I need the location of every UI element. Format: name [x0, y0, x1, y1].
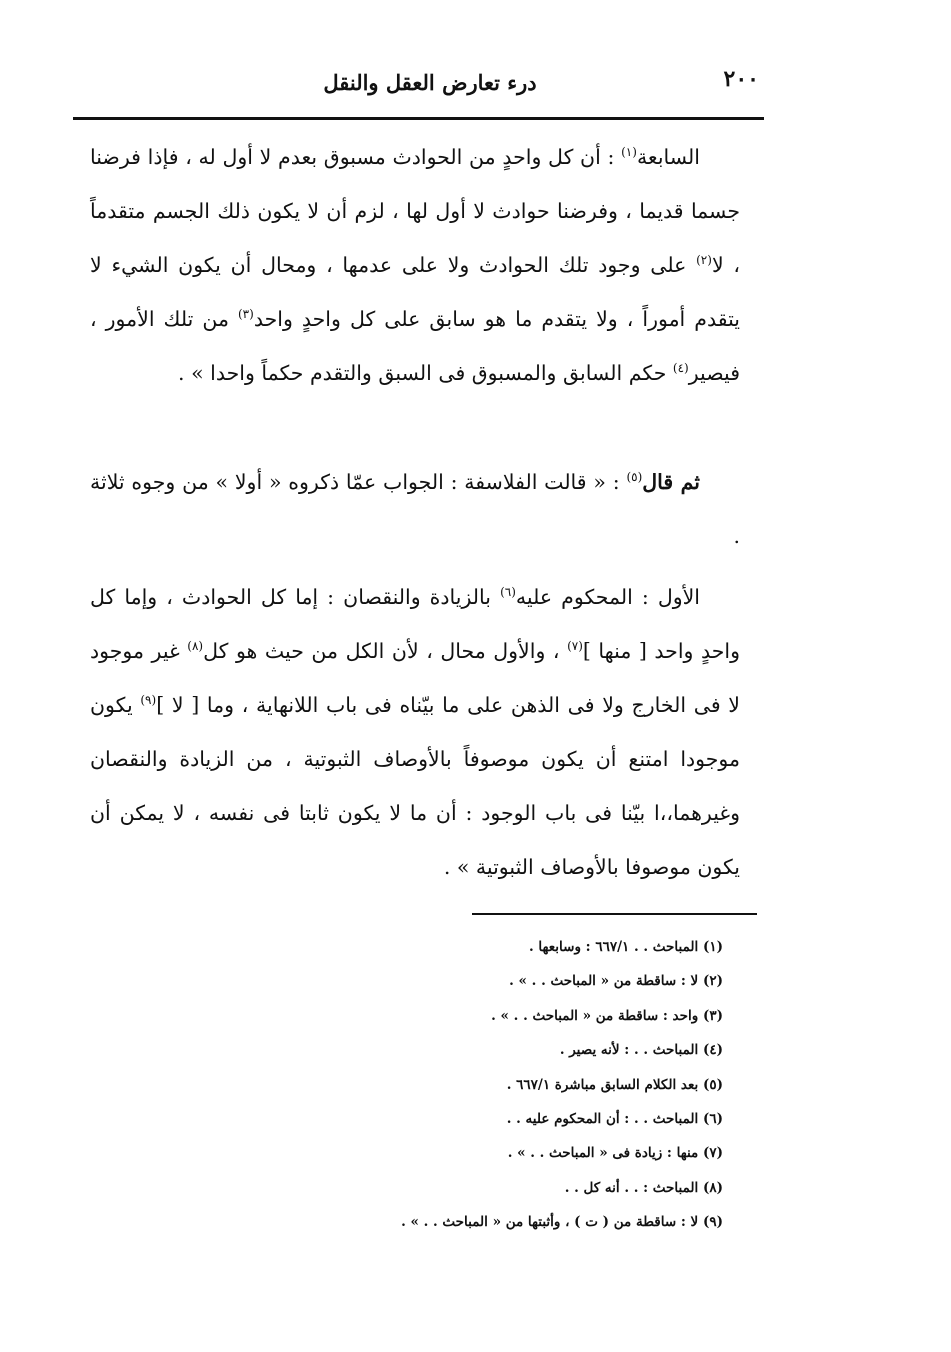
footnote-2: (٢) لا : ساقطة من « المباحث . . » . [509, 973, 723, 990]
text-run: السابعة [636, 145, 700, 169]
footnote-ref-1: (١) [621, 145, 637, 160]
footnote-ref-2: (٢) [696, 253, 712, 268]
text-run: غير موجود لا فى الخارج ولا فى الذهن على ما بيّناه فى باب اللانهاية ، وما [ لا ] [90, 639, 740, 717]
text-run: ، والأول محال ، لأن الكل من حيث هو كل [203, 639, 568, 663]
paragraph-seventh [90, 130, 740, 400]
footnote-rule [472, 913, 757, 915]
footnotes-list [243, 930, 723, 1240]
footnote-ref-9: (٩) [140, 693, 157, 708]
text-run: من تلك الأمور ، فيصير [90, 307, 740, 385]
footnote-6: (٦) المباحث . . : أن المحكوم عليه . . [506, 1110, 723, 1127]
footnote-ref-6: (٦) [500, 585, 516, 600]
running-title: درء تعارض العقل والنقل [323, 70, 537, 95]
footnote-ref-8: (٨) [187, 639, 204, 654]
footnote-7: (٧) منها : زيادة فى « المباحث . . » . [507, 1145, 723, 1162]
footnote-ref-4: (٤) [672, 361, 689, 376]
footnote-1: (١) المباحث . . ٦٦٧/١ : وسابعها . [529, 939, 723, 955]
footnote-8: (٨) المباحث : . . أنه كل . . [564, 1179, 723, 1196]
text-run: : أن كل واحدٍ من الحوادث مسبوق بعدم لا أول له ، فإذا فرضنا جسما قديما ، وفرضنا حوادث لا أول لها ، لزم أن لا يكون ذلك الجسم متقدماً ، لا [90, 145, 740, 277]
footnote-3: (٣) واحد : ساقطة من « المباحث . . » . [491, 1007, 723, 1024]
page-number: ٢٠٠ [723, 66, 759, 92]
text-run: الأول : المحكوم عليه [515, 585, 700, 609]
text-run: يكون موجودا امتنع أن يكون موصوفاً بالأوصاف الثبوتية ، من الزيادة والنقصان وغيرهما،،ا بيّنا فى باب الوجود : أن ما لا يكون ثابتا فى نفسه ، لا يمكن أن يكون موصوفا بالأوصاف الثبوتية » . [90, 693, 740, 879]
footnote-ref-7: (٧) [567, 639, 583, 654]
text-run: على وجود تلك الحوادث ولا على عدمها ، ومحال أن يكون الشيء لا يتقدم أموراً ، ولا يتقدم ما هو سابق على كل واحدٍ واحد [90, 253, 740, 331]
header-rule [73, 117, 764, 120]
footnote-5: (٥) بعد الكلام السابق مباشرة ٦٦٧/١ . [506, 1076, 723, 1093]
footnote-9: (٩) لا : ساقطة من ( ت ) ، وأثبتها من « المباحث . . » . [401, 1214, 723, 1231]
paragraph-first [90, 570, 740, 894]
text-run: : « قالت الفلاسفة : الجواب عمّا ذكروه « أولا » من وجوه ثلاثة . [90, 470, 740, 548]
text-run: حكم السابق والمسبوق فى السبق والتقدم حكماً واحدا » . [178, 361, 673, 385]
footnote-ref-5: (٥) [626, 470, 643, 485]
footnote-ref-3: (٣) [237, 307, 254, 322]
paragraph-text [90, 570, 740, 894]
paragraph-text [90, 130, 740, 400]
paragraph-text [90, 455, 740, 563]
footnote-4: (٤) المباحث . . : لأنه يصير . [559, 1042, 723, 1059]
paragraph-then-said [90, 455, 740, 563]
lead-phrase: ثم قال [642, 470, 700, 494]
text-run: بالزيادة والنقصان : إما كل الحوادث ، وإما كل واحدٍ واحد [ منها ] [90, 585, 740, 663]
